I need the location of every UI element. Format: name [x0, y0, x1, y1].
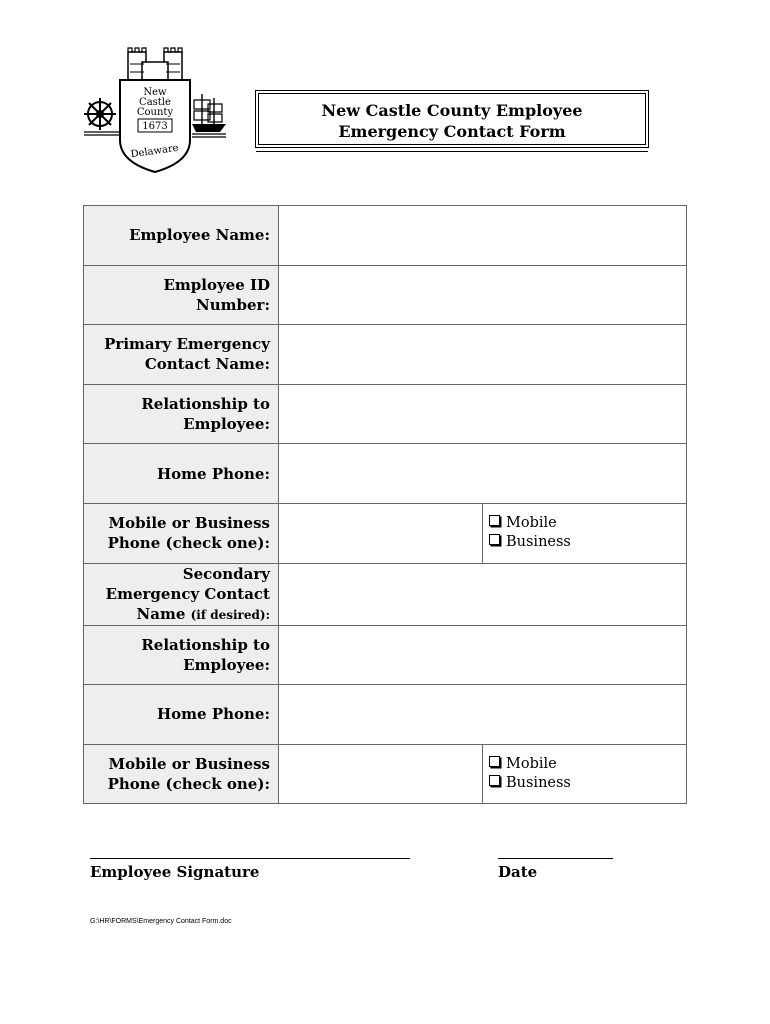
county-seal-logo: [80, 44, 230, 176]
row-employee-name: [84, 206, 687, 266]
field-primary-mobile-business[interactable]: [279, 503, 483, 563]
field-secondary-contact[interactable]: [279, 563, 687, 625]
field-secondary-mobile-business[interactable]: [279, 744, 483, 804]
field-primary-home-phone[interactable]: [279, 444, 687, 504]
row-secondary-mobile-business: [84, 744, 687, 804]
row-primary-home-phone: [84, 444, 687, 504]
row-employee-id: [84, 265, 687, 325]
row-primary-mobile-business: [84, 503, 687, 563]
row-primary-contact: [84, 325, 687, 385]
label-employee-id: Employee ID Number:: [84, 265, 279, 325]
label-secondary-home-phone: Home Phone:: [84, 685, 279, 745]
employee-signature-label: Employee Signature: [90, 863, 260, 881]
date-label: Date: [498, 863, 538, 881]
label-secondary-mobile-business: Mobile or Business Phone (check one):: [84, 744, 279, 804]
row-secondary-home-phone: [84, 685, 687, 745]
row-secondary-relationship: [84, 625, 687, 685]
seal-text-new: New: [143, 87, 167, 98]
checkbox-icon[interactable]: [489, 534, 500, 545]
form-title-line-2: Emergency Contact Form: [338, 122, 566, 141]
seal-text-castle: Castle: [139, 97, 171, 108]
secondary-option-mobile[interactable]: Mobile: [489, 755, 686, 774]
label-primary-mobile-business: Mobile or Business Phone (check one):: [84, 503, 279, 563]
date-line[interactable]: [498, 858, 613, 859]
document-file-path: G:\HR\FORMS\Emergency Contact Form.doc: [90, 918, 232, 925]
checkbox-icon[interactable]: [489, 756, 500, 767]
field-primary-relationship[interactable]: [279, 384, 687, 444]
primary-option-mobile[interactable]: Mobile: [489, 514, 686, 533]
row-secondary-contact: [84, 563, 687, 625]
primary-option-business[interactable]: Business: [489, 533, 686, 552]
seal-text-year: 1673: [142, 121, 168, 132]
label-primary-contact: Primary Emergency Contact Name:: [84, 325, 279, 385]
label-primary-home-phone: Home Phone:: [84, 444, 279, 504]
checkbox-icon[interactable]: [489, 515, 500, 526]
employee-signature-line[interactable]: [90, 858, 410, 859]
checkbox-icon[interactable]: [489, 775, 500, 786]
form-title-line-1: New Castle County Employee: [321, 101, 583, 120]
label-primary-relationship: Relationship to Employee:: [84, 384, 279, 444]
field-primary-contact[interactable]: [279, 325, 687, 385]
emergency-contact-table: [83, 205, 687, 804]
field-employee-name[interactable]: [279, 206, 687, 266]
primary-phone-type-options: [483, 503, 687, 563]
secondary-phone-type-options: [483, 744, 687, 804]
field-secondary-relationship[interactable]: [279, 625, 687, 685]
seal-text-state: Delaware: [129, 142, 180, 161]
label-secondary-relationship: Relationship to Employee:: [84, 625, 279, 685]
form-title-box: [255, 90, 649, 148]
seal-text-county: County: [136, 107, 174, 118]
field-secondary-home-phone[interactable]: [279, 685, 687, 745]
label-employee-name: Employee Name:: [84, 206, 279, 266]
secondary-option-business[interactable]: Business: [489, 774, 686, 793]
field-employee-id[interactable]: [279, 265, 687, 325]
label-secondary-contact: Secondary Emergency Contact Name (if desired):: [84, 563, 279, 625]
row-primary-relationship: [84, 384, 687, 444]
